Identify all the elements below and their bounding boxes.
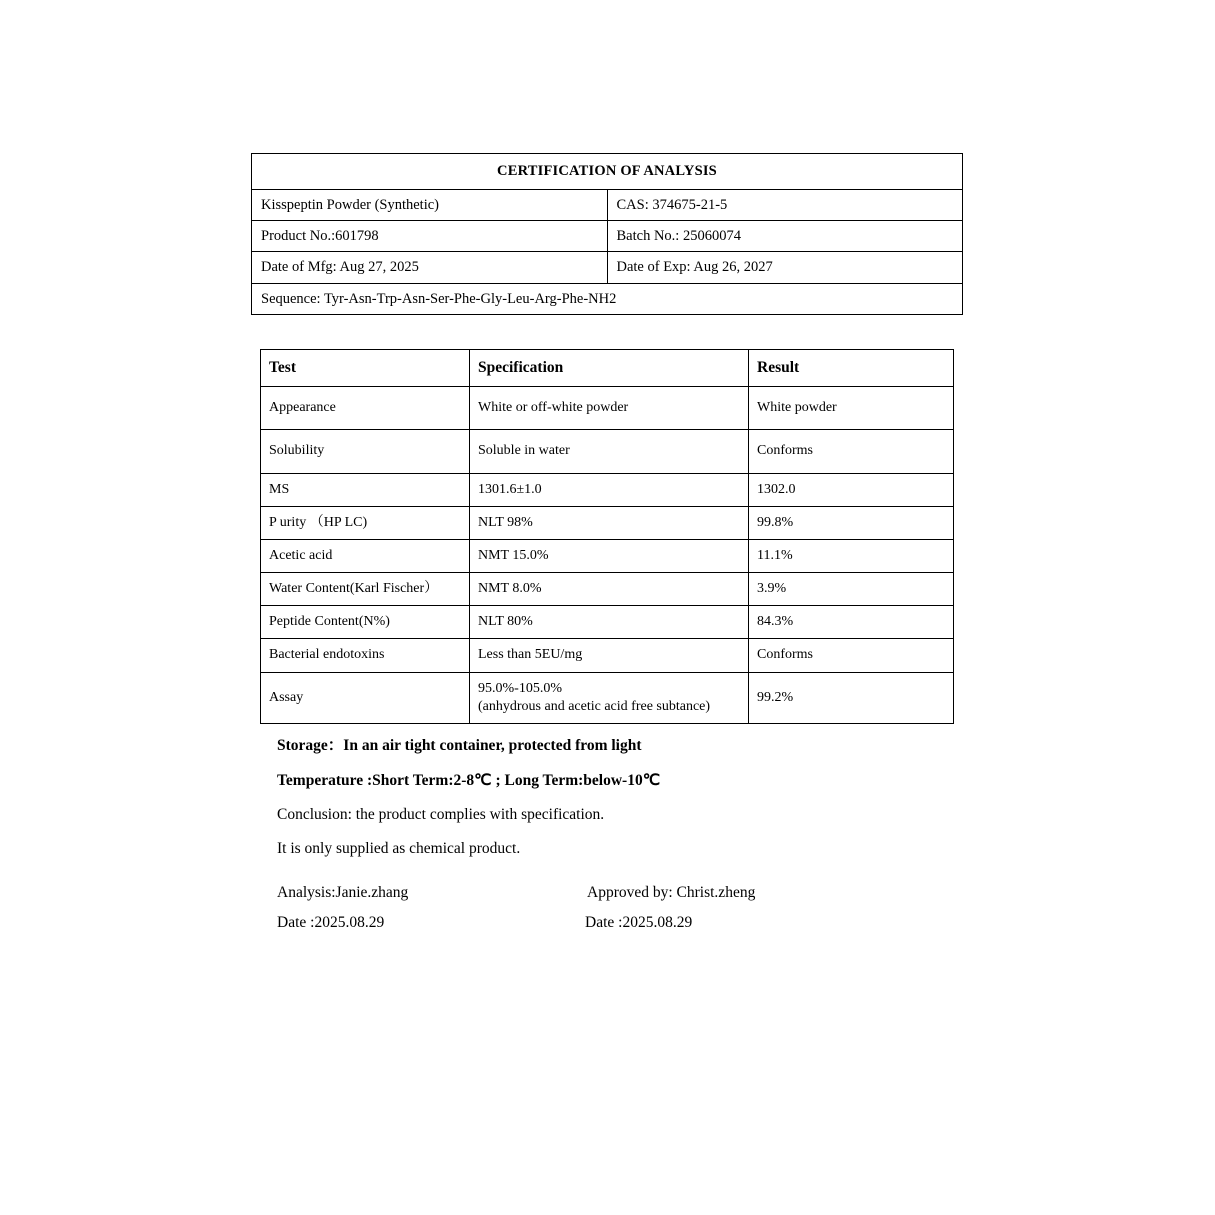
test-spec: 1301.6±1.0 [470,473,749,506]
sequence-cell: Sequence: Tyr-Asn-Trp-Asn-Ser-Phe-Gly-Leu-Arg-Phe-NH2 [252,283,963,314]
column-header-test: Test [261,350,470,387]
test-spec: NLT 80% [470,606,749,639]
footer-notes [277,733,977,874]
test-spec: NMT 15.0% [470,539,749,572]
signature-names-row [277,884,937,902]
page-title: CERTIFICATION OF ANALYSIS [252,154,963,190]
signature-dates-row [277,914,937,932]
test-spec: Less than 5EU/mg [470,639,749,672]
approved-date: Date :2025.08.29 [585,914,693,931]
analysis-date: Date :2025.08.29 [277,914,385,931]
test-name: Acetic acid [261,539,470,572]
test-name: MS [261,473,470,506]
date-of-mfg-cell: Date of Mfg: Aug 27, 2025 [252,252,608,283]
table-row [261,473,954,506]
table-row [252,221,963,252]
storage-note: Storage：In an air tight container, protected from light [277,737,642,754]
analyst-name: Analysis:Janie.zhang [277,884,409,901]
table-row [261,430,954,473]
test-result: 99.8% [749,506,954,539]
table-row [261,573,954,606]
test-name: Solubility [261,430,470,473]
test-name: Water Content(Karl Fischer） [261,573,470,606]
test-result: 11.1% [749,539,954,572]
conclusion-note: Conclusion: the product complies with specification. [277,806,605,823]
table-row [261,539,954,572]
table-row [261,672,954,723]
table-row [261,639,954,672]
column-header-specification: Specification [470,350,749,387]
test-result: 3.9% [749,573,954,606]
results-table [260,349,954,724]
test-spec-line-2: (anhydrous and acetic acid free subtance) [478,698,711,714]
title-row [252,154,963,190]
test-spec [470,672,749,723]
approver-name: Approved by: Christ.zheng [587,884,756,901]
supply-note: It is only supplied as chemical product. [277,840,521,857]
column-header-result: Result [749,350,954,387]
test-name: Appearance [261,387,470,430]
test-spec: NMT 8.0% [470,573,749,606]
test-result: 99.2% [749,672,954,723]
header-info-table [251,153,963,315]
test-result: Conforms [749,639,954,672]
table-row [252,283,963,314]
test-result: 1302.0 [749,473,954,506]
date-of-exp-cell: Date of Exp: Aug 26, 2027 [607,252,963,283]
test-spec: Soluble in water [470,430,749,473]
table-row [261,506,954,539]
test-spec: NLT 98% [470,506,749,539]
test-name: Bacterial endotoxins [261,639,470,672]
table-row [252,252,963,283]
signature-block [277,884,937,944]
test-name: P urity （HP LC) [261,506,470,539]
test-name: Peptide Content(N%) [261,606,470,639]
product-name-cell: Kisspeptin Powder (Synthetic) [252,190,608,221]
table-header-row [261,350,954,387]
test-spec-line-1: 95.0%-105.0% [478,680,562,696]
test-spec: White or off-white powder [470,387,749,430]
cas-number-cell: CAS: 374675-21-5 [607,190,963,221]
product-number-cell: Product No.:601798 [252,221,608,252]
test-name: Assay [261,672,470,723]
test-result: 84.3% [749,606,954,639]
test-result: Conforms [749,430,954,473]
table-row [252,190,963,221]
batch-number-cell: Batch No.: 25060074 [607,221,963,252]
test-result: White powder [749,387,954,430]
table-row [261,606,954,639]
table-row [261,387,954,430]
temperature-note: Temperature :Short Term:2-8℃ ; Long Term:below-10℃ [277,772,661,789]
